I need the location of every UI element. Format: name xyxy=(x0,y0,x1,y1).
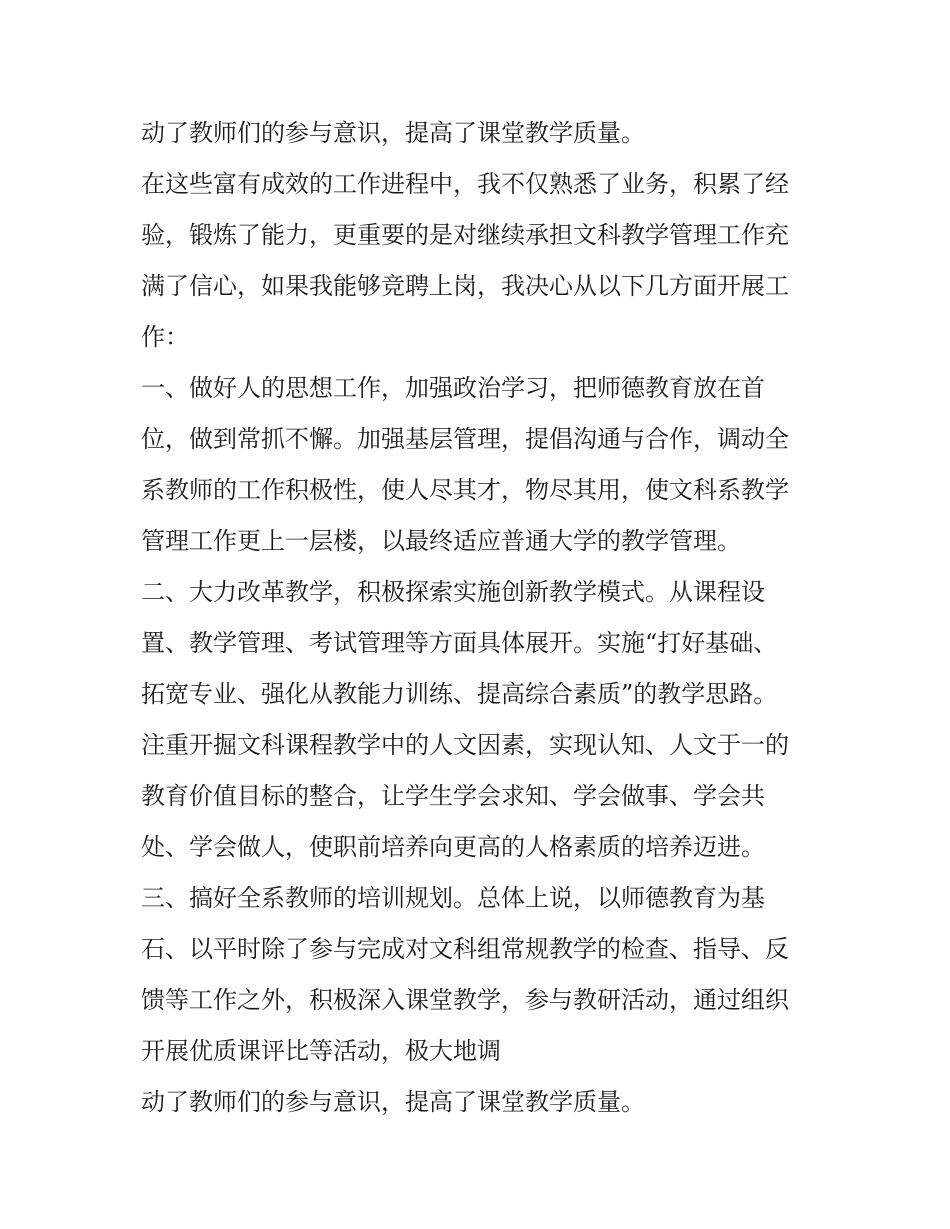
text-line-18: 馈等工作之外，积极深入课堂教学，参与教研活动，通过组织 xyxy=(141,986,789,1014)
text-line-14: 教育价值目标的整合，让学生学会求知、学会做事、学会共 xyxy=(141,782,765,810)
text-line-20: 动了教师们的参与意识，提高了课堂教学质量。 xyxy=(141,1088,645,1116)
text-line-4: 满了信心，如果我能够竞聘上岗，我决心从以下几方面开展工 xyxy=(141,272,789,300)
text-line-6: 一、做好人的思想工作，加强政治学习，把师德教育放在首 xyxy=(141,374,765,402)
text-line-8: 系教师的工作积极性，使人尽其才，物尽其用，使文科系教学 xyxy=(141,476,789,504)
text-line-16: 三、搞好全系教师的培训规划。总体上说，以师德教育为基 xyxy=(141,884,765,912)
text-line-12: 拓宽专业、强化从教能力训练、提高综合素质”的教学思路。 xyxy=(141,680,778,708)
text-line-17: 石、以平时除了参与完成对文科组常规教学的检查、指导、反 xyxy=(141,935,789,963)
text-line-2: 在这些富有成效的工作进程中，我不仅熟悉了业务，积累了经 xyxy=(141,170,789,198)
text-line-3: 验，锻炼了能力，更重要的是对继续承担文科教学管理工作充 xyxy=(141,221,789,249)
text-line-5: 作： xyxy=(141,323,189,351)
text-line-1: 动了教师们的参与意识，提高了课堂教学质量。 xyxy=(141,119,645,147)
text-line-11: 置、教学管理、考试管理等方面具体展开。实施“打好基础、 xyxy=(141,629,778,657)
text-line-9: 管理工作更上一层楼，以最终适应普通大学的教学管理。 xyxy=(141,527,741,555)
text-line-7: 位，做到常抓不懈。加强基层管理，提倡沟通与合作，调动全 xyxy=(141,425,789,453)
text-line-15: 处、学会做人，使职前培养向更高的人格素质的培养迈进。 xyxy=(141,833,765,861)
document-body xyxy=(141,108,821,1128)
text-line-19: 开展优质课评比等活动，极大地调 xyxy=(141,1037,501,1065)
text-line-13: 注重开掘文科课程教学中的人文因素，实现认知、人文于一的 xyxy=(141,731,789,759)
text-line-10: 二、大力改革教学，积极探索实施创新教学模式。从课程设 xyxy=(141,578,765,606)
